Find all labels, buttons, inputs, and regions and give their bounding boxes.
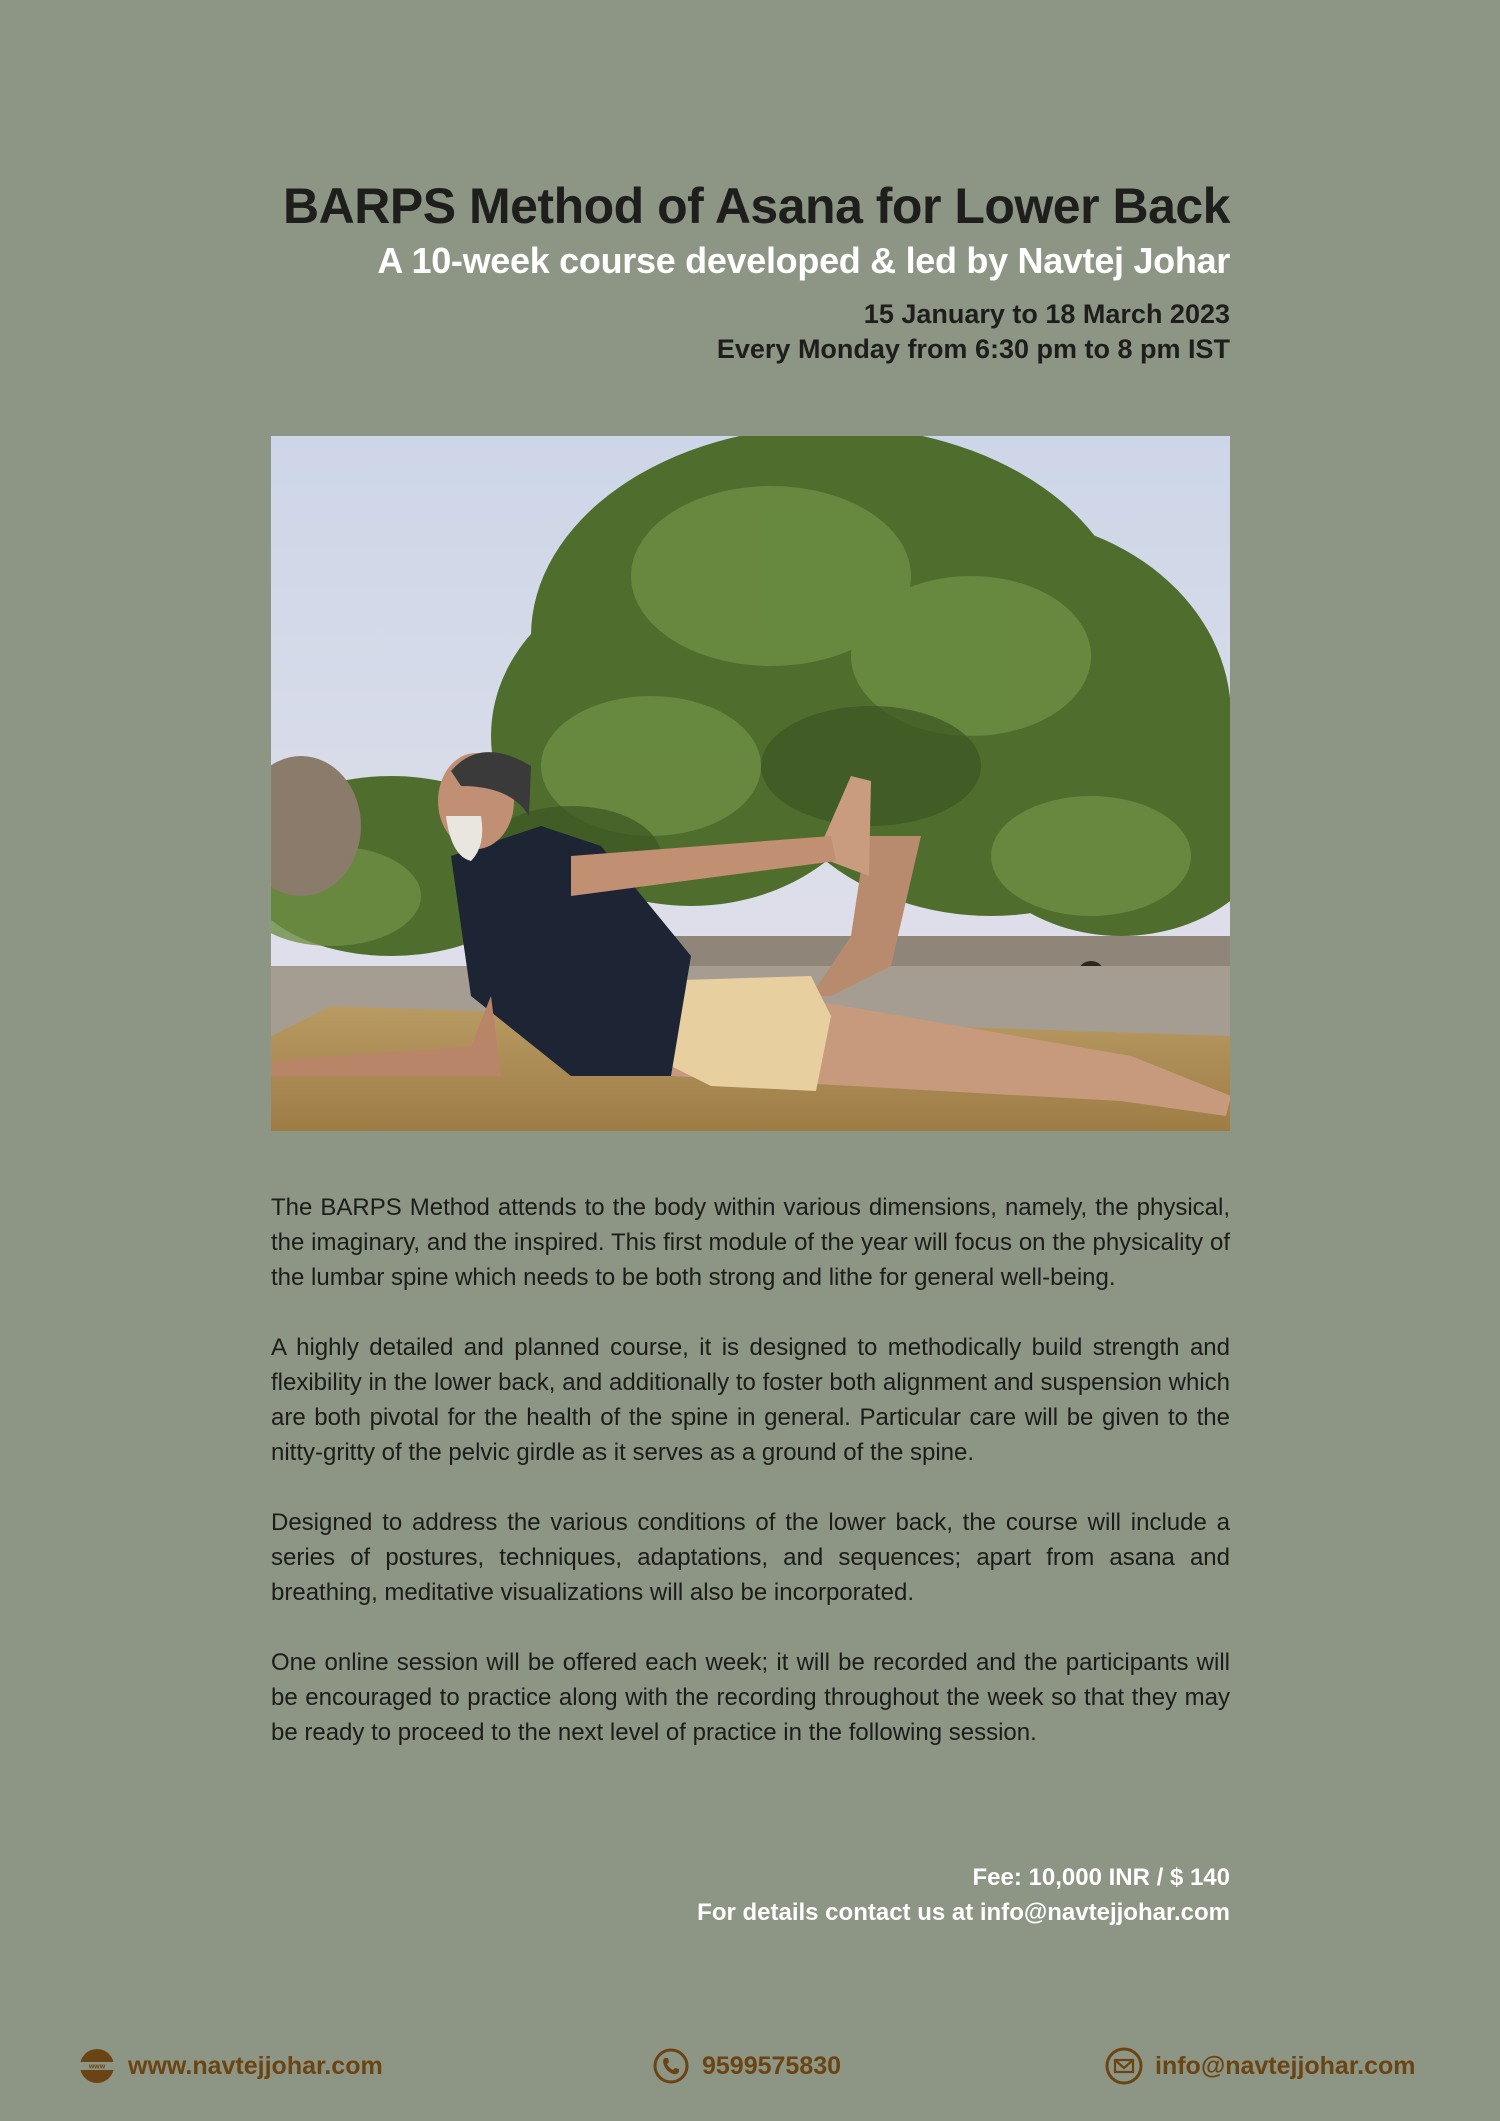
yoga-pose-photo	[271, 436, 1230, 1131]
svg-text:www: www	[88, 2063, 106, 2071]
phone-number[interactable]: 9599575830	[702, 2051, 842, 2080]
footer-email[interactable]	[1105, 2040, 1416, 2092]
course-description	[271, 1190, 1230, 1785]
fee-block	[271, 1860, 1230, 1930]
fee-line: Fee: 10,000 INR / $ 140	[972, 1864, 1230, 1891]
course-dates	[262, 297, 1230, 367]
header	[262, 178, 1230, 367]
phone-icon	[652, 2047, 690, 2085]
page-subtitle: A 10-week course developed & led by Navtej Johar	[377, 239, 1230, 281]
contact-line: For details contact us at info@navtejjohar.com	[697, 1899, 1230, 1926]
envelope-icon	[1105, 2047, 1143, 2085]
footer-phone[interactable]	[652, 2040, 841, 2092]
paragraph-design: A highly detailed and planned course, it is designed to methodically build strength and flexibility in the lower back, and additionally to foster both alignment and suspension which are both pivotal for the health of the spine in general. Particular care will be given to the nitty-gritty of the pelvic girdle as it serves as a ground of the spine.	[271, 1334, 1230, 1466]
paragraph-conditions: Designed to address the various conditions of the lower back, the course will include a series of postures, techniques, adaptations, and sequences; apart from asana and breathing, meditative visualizations will also be incorporated.	[271, 1509, 1230, 1606]
website-link[interactable]: www.navtejjohar.com	[128, 2051, 383, 2080]
date-range: 15 January to 18 March 2023	[863, 298, 1230, 329]
globe-www-icon	[78, 2047, 116, 2085]
footer	[0, 2040, 1500, 2092]
footer-website[interactable]	[78, 2040, 383, 2092]
page-title: BARPS Method of Asana for Lower Back	[283, 178, 1230, 234]
paragraph-sessions: One online session will be offered each week; it will be recorded and the participants will be encouraged to practice along with the recording throughout the week so that they may be ready to proceed to the next level of practice in the following session.	[271, 1649, 1230, 1746]
schedule: Every Monday from 6:30 pm to 8 pm IST	[716, 333, 1230, 364]
email-link[interactable]: info@navtejjohar.com	[1155, 2051, 1416, 2080]
paragraph-intro: The BARPS Method attends to the body within various dimensions, namely, the physical, the imaginary, and the inspired. This first module of the year will focus on the physicality of the lumbar spine which needs to be both strong and lithe for general well-being.	[271, 1194, 1230, 1291]
